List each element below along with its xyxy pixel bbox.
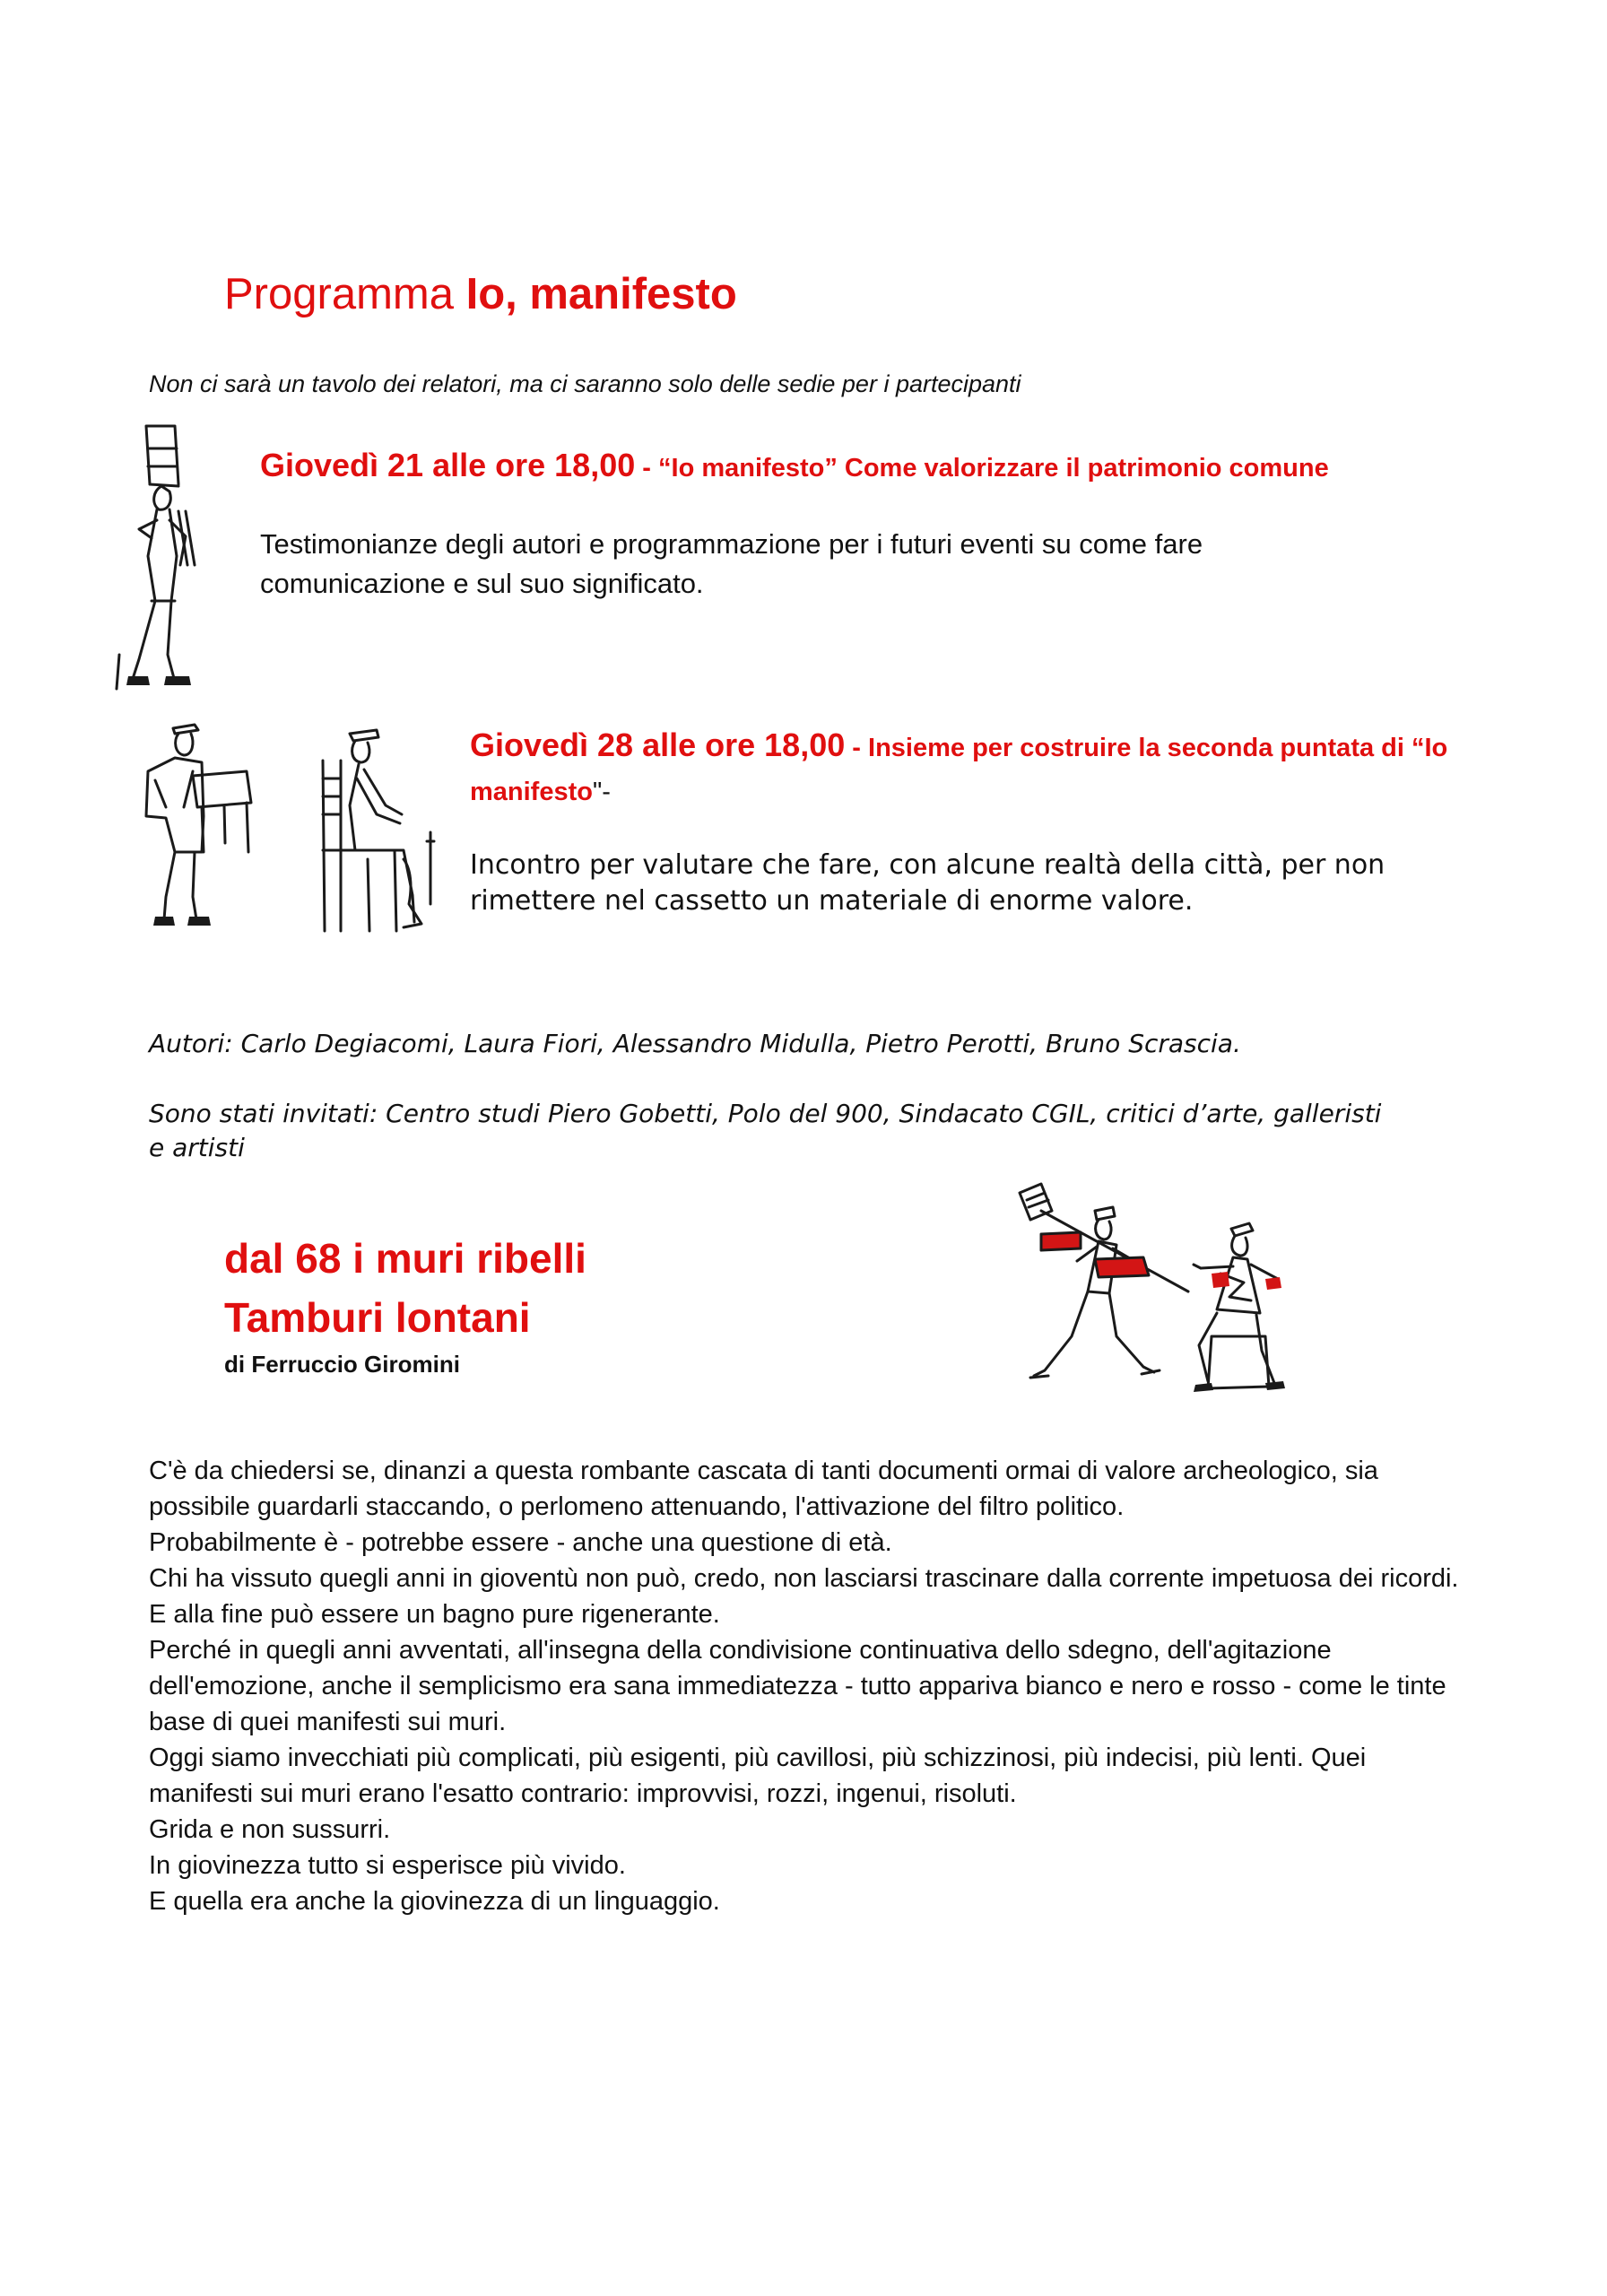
event-2-separator: -	[845, 734, 869, 762]
article-heading-line2: Tamburi lontani	[224, 1294, 531, 1341]
event-2-title	[470, 725, 1474, 816]
article-paragraph: Perché in quegli anni avventati, all'insegna della condivisione continuativa dello sdegno, dell'agitazione dell'emozione, anche il semplicismo era sana immediatezza - tutto appariva bianco e nero e rosso - come le tinte base di quei manifesti sui muri.	[149, 1636, 1446, 1736]
page-subtitle: Non ci sarà un tavolo dei relatori, ma ci saranno solo delle sedie per i partecipanti	[149, 370, 1021, 397]
title-prefix: Programma	[224, 270, 466, 318]
title-bold: Io, manifesto	[465, 270, 737, 318]
article-paragraph: E quella era anche la giovinezza di un linguaggio.	[149, 1887, 720, 1916]
article-paragraph: C'è da chiedersi se, dinanzi a questa rombante cascata di tanti documenti ormai di valore archeologico, sia possibile guardarli staccando, o perlomeno attenuando, l'attivazione del filtro politico.	[149, 1457, 1378, 1521]
event-1-title	[260, 445, 1329, 492]
article-paragraph: Grida e non sussurri.	[149, 1815, 391, 1844]
event-1-name: “Io manifesto” Come valorizzare il patrimonio comune	[658, 454, 1329, 483]
figure-carrying-chair-illustration	[112, 422, 220, 691]
event-2-suffix: "-	[592, 778, 611, 806]
event-1-description: Testimonianze degli autori e programmazione per i futuri eventi su come fare comunicazione e sul suo significato.	[260, 528, 1203, 599]
article-body	[149, 1453, 1467, 1919]
page-title	[224, 269, 737, 319]
article-byline: di Ferruccio Giromini	[224, 1351, 460, 1378]
article-paragraph: Chi ha vissuto quegli anni in gioventù non può, credo, non lasciarsi trascinare dalla corrente impetuosa dei ricordi.	[149, 1564, 1459, 1593]
authors-line: Autori: Carlo Degiacomi, Laura Fiori, Alessandro Midulla, Pietro Perotti, Bruno Scrascia.	[149, 1029, 1241, 1058]
event-2-date: Giovedì 28 alle ore 18,00	[470, 726, 846, 763]
article-paragraph: E alla fine può essere un bagno pure rigenerante.	[149, 1600, 720, 1629]
event-2-name: Insieme per costruire la seconda puntata di “Io manifesto	[470, 734, 1448, 806]
article-heading-line1: dal 68 i muri ribelli	[224, 1235, 586, 1282]
invited-line: Sono stati invitati: Centro studi Piero Gobetti, Polo del 900, Sindacato CGIL, critici d’arte, galleristi e artisti	[149, 1099, 1382, 1162]
marching-figures-illustration	[1009, 1175, 1332, 1408]
article-paragraph: Probabilmente è - potrebbe essere - anche una questione di età.	[149, 1528, 892, 1557]
event-2-description: Incontro per valutare che fare, con alcune realtà della città, per non rimettere nel cassetto un materiale di enorme valore.	[470, 849, 1385, 917]
article-paragraph: In giovinezza tutto si esperisce più vivido.	[149, 1851, 626, 1880]
seated-figure-illustration	[314, 725, 439, 940]
event-1-separator: -	[635, 454, 659, 483]
event-1-date: Giovedì 21 alle ore 18,00	[260, 447, 636, 483]
article-paragraph: Oggi siamo invecchiati più complicati, più esigenti, più cavillosi, più schizzinosi, più indecisi, più lenti. Quei manifesti sui muri erano l'esatto contrario: improvvisi, rozzi, ingenui, risoluti.	[149, 1744, 1367, 1808]
figure-with-chair-illustration	[139, 718, 265, 933]
